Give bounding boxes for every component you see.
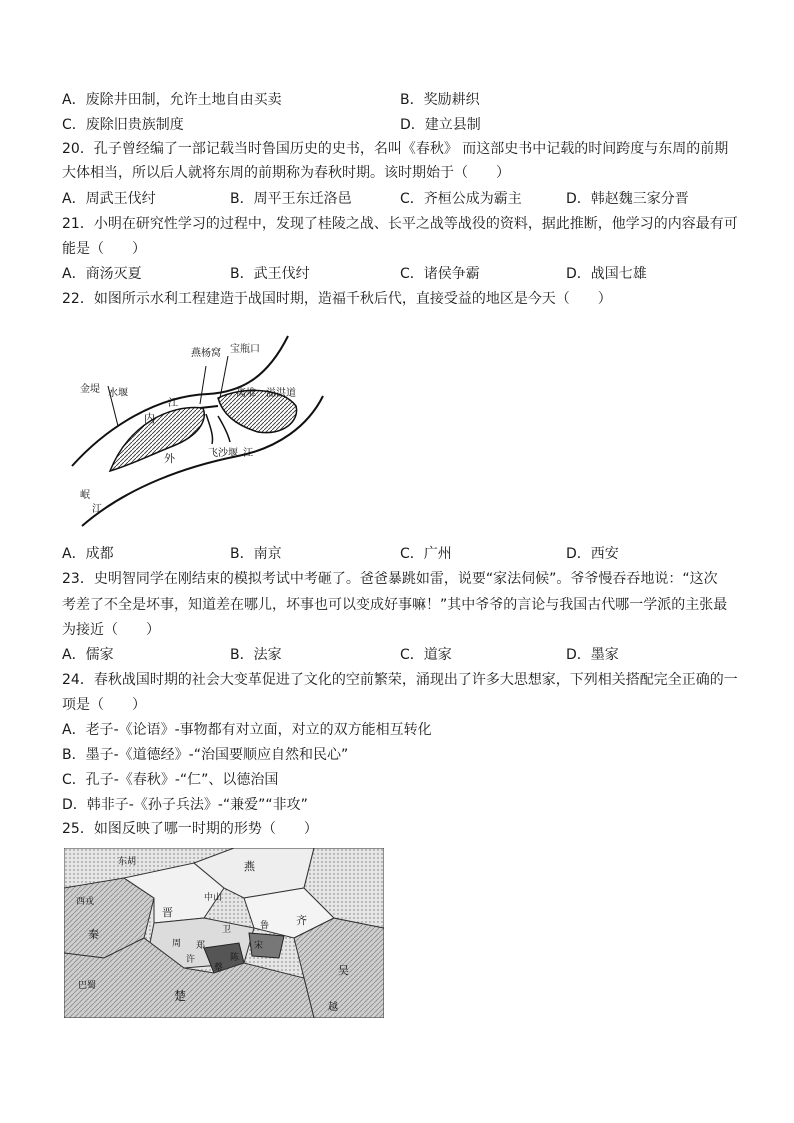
label-jiang-2: 江 (243, 448, 253, 459)
q23-option-b: B．法家 (230, 647, 282, 663)
q23-option-a: A．儒家 (62, 647, 114, 663)
q24-stem-line1: 24．春秋战国时期的社会大变革促进了文化的空前繁荣，涌现出了许多大思想家，下列相关搭配完全正确的一 (62, 672, 738, 688)
q23-stem-line2: 考差了不全是坏事，知道差在哪儿，坏事也可以变成好事嘛！”其中爷爷的言论与我国古代哪一学派的主张最 (62, 597, 728, 613)
label-zhongshan: 中山 (204, 893, 223, 903)
q24-stem-line2: 项是（ ） (62, 697, 146, 713)
label-xirong: 西戎 (76, 897, 95, 907)
q23-stem-line3: 为接近（ ） (62, 622, 160, 638)
q20-stem-line2: 大体相当，所以后人就将东周的前期称为春秋时期。该时期始于（ ） (62, 165, 510, 181)
label-jiang-3: 江 (92, 504, 102, 515)
label-yan: 燕 (244, 860, 255, 873)
q22-option-d: D．西安 (566, 546, 619, 562)
label-yue: 越 (328, 1002, 338, 1013)
q24-option-b: B．墨子-《道德经》-“治国要顺应自然和民心” (62, 747, 349, 763)
label-jin: 晋 (162, 906, 173, 919)
q20-option-c: C．齐桓公成为霸主 (400, 191, 522, 207)
label-bashu: 巴蜀 (78, 981, 97, 991)
q19-option-b: B．奖励耕织 (400, 92, 480, 108)
label-lu: 鲁 (260, 921, 270, 931)
q22-stem: 22．如图所示水利工程建造于战国时期，造福千秋后代，直接受益的地区是今天（ ） (62, 291, 612, 307)
label-chu: 楚 (174, 989, 187, 1003)
label-jinshui: 金堤 (80, 384, 100, 395)
q24-option-a: A．老子-《论语》-事物都有对立面，对立的双方能相互转化 (62, 722, 432, 738)
q21-stem-line1: 21．小明在研究性学习的过程中，发现了桂陵之战、长平之战等战役的资料，据此推断，他学习的内容最有可 (62, 216, 738, 232)
q21-option-a: A．商汤灭夏 (62, 266, 142, 282)
spring-autumn-map (64, 848, 384, 1018)
q21-option-d: D．战国七雄 (566, 266, 647, 282)
q22-option-c: C．广州 (400, 546, 452, 562)
q25-stem: 25．如图反映了哪一时期的形势（ ） (62, 821, 318, 837)
q21-stem-line2: 能是（ ） (62, 241, 146, 257)
label-zhou: 周 (172, 939, 182, 949)
q22-option-a: A．成都 (62, 546, 114, 562)
q19-option-a: A．废除井田制，允许土地自由买卖 (62, 92, 282, 108)
label-nei: 内 (144, 412, 155, 425)
label-feisha: 飞沙堰 (208, 448, 238, 459)
q20-stem-line1: 20．孔子曾经编了一部记载当时鲁国历史的史书，名叫《春秋》 而这部史书中记载的时间跨度与东周的前期 (62, 141, 729, 157)
q24-option-c: C．孔子-《春秋》-“仁”、以德治国 (62, 772, 279, 788)
q24-option-d: D．韩非子-《孙子兵法》-“兼爱”“非攻” (62, 797, 308, 813)
q21-option-b: B．武王伐纣 (230, 266, 310, 282)
dujiangyan-map (68, 326, 328, 531)
q22-option-b: B．南京 (230, 546, 282, 562)
label-donghu: 东胡 (118, 857, 137, 867)
label-cai: 蔡 (214, 963, 224, 973)
label-min: 岷 (80, 490, 90, 501)
label-fengyi: 燕杨窝 (191, 348, 221, 359)
q23-option-d: D．墨家 (566, 647, 619, 663)
label-lidui: 离堆 (236, 388, 256, 399)
label-wei: 卫 (222, 925, 232, 935)
q20-option-a: A．周武王伐纣 (62, 191, 156, 207)
label-shuiyan: 水堰 (108, 388, 128, 399)
label-wu: 吴 (338, 964, 349, 977)
label-qin: 秦 (88, 928, 99, 941)
label-chen: 陈 (230, 953, 240, 963)
q20-option-d: D．韩赵魏三家分晋 (566, 191, 689, 207)
q23-stem-line1: 23．史明智同学在刚结束的模拟考试中考砸了。爸爸暴跳如雷，说要“家法伺候”。爷爷慢吞吞地说：“这次 (62, 571, 718, 587)
q23-option-c: C．道家 (400, 647, 452, 663)
label-baoping: 宝瓶口 (230, 344, 260, 355)
label-wai: 外 (164, 452, 175, 465)
label-chanduo: 溢洪道 (266, 388, 296, 399)
label-zheng: 郑 (196, 941, 206, 951)
q19-option-d: D．建立县制 (400, 117, 481, 133)
label-jiang-1: 江 (168, 398, 178, 409)
q21-option-c: C．诸侯争霸 (400, 266, 480, 282)
label-qi: 齐 (296, 914, 307, 927)
q19-option-c: C．废除旧贵族制度 (62, 117, 184, 133)
q20-option-b: B．周平王东迁洛邑 (230, 191, 352, 207)
label-xu: 许 (186, 955, 196, 965)
label-song: 宋 (254, 941, 264, 951)
